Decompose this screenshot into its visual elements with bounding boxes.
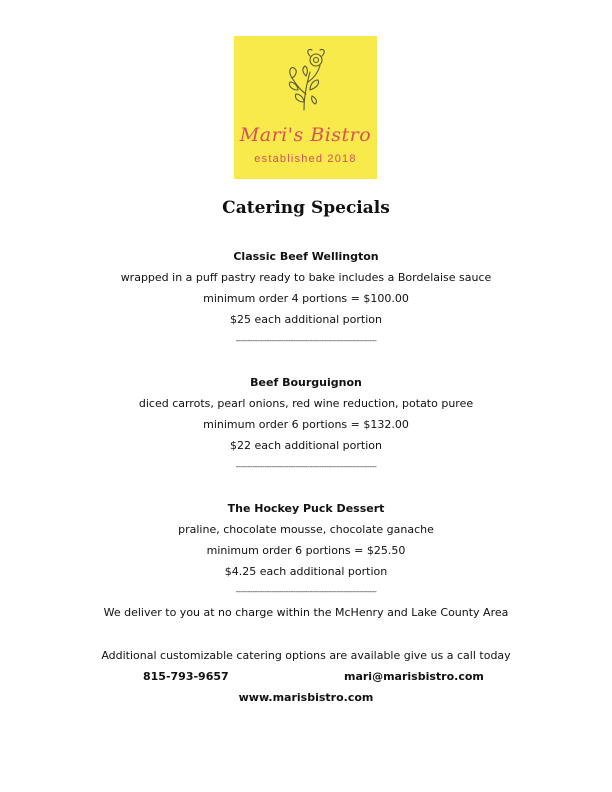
- separator: -----------------------------------------------------------: [235, 587, 377, 596]
- item-minimum-order: minimum order 6 portions = $25.50: [206, 544, 406, 557]
- item-minimum-order: minimum order 6 portions = $132.00: [203, 418, 409, 431]
- item-name: The Hockey Puck Dessert: [227, 502, 385, 515]
- item-additional-portion: $25 each additional portion: [230, 313, 382, 326]
- phone-number[interactable]: 815-793-9657: [143, 670, 229, 683]
- additional-options-note: Additional customizable catering options are available give us a call today: [101, 649, 511, 662]
- item-name: Beef Bourguignon: [250, 376, 362, 389]
- item-minimum-order: minimum order 4 portions = $100.00: [203, 292, 409, 305]
- item-additional-portion: $22 each additional portion: [230, 439, 382, 452]
- item-description: diced carrots, pearl onions, red wine reduction, potato puree: [138, 397, 474, 410]
- delivery-note: We deliver to you at no charge within the McHenry and Lake County Area: [103, 606, 509, 619]
- logo-established: established 2018: [254, 153, 357, 165]
- item-description: wrapped in a puff pastry ready to bake includes a Bordelaise sauce: [120, 271, 492, 284]
- separator: -----------------------------------------------------------: [235, 336, 377, 345]
- logo-name: Mari's Bistro: [239, 124, 372, 146]
- item-additional-portion: $4.25 each additional portion: [224, 565, 388, 578]
- item-description: praline, chocolate mousse, chocolate ganache: [178, 523, 434, 536]
- page-title: Catering Specials: [222, 198, 390, 218]
- website-link[interactable]: www.marisbistro.com: [238, 691, 374, 704]
- item-name: Classic Beef Wellington: [233, 250, 379, 263]
- separator: -----------------------------------------------------------: [235, 462, 377, 471]
- email-link[interactable]: mari@marisbistro.com: [344, 670, 484, 683]
- bistro-logo: [234, 36, 377, 179]
